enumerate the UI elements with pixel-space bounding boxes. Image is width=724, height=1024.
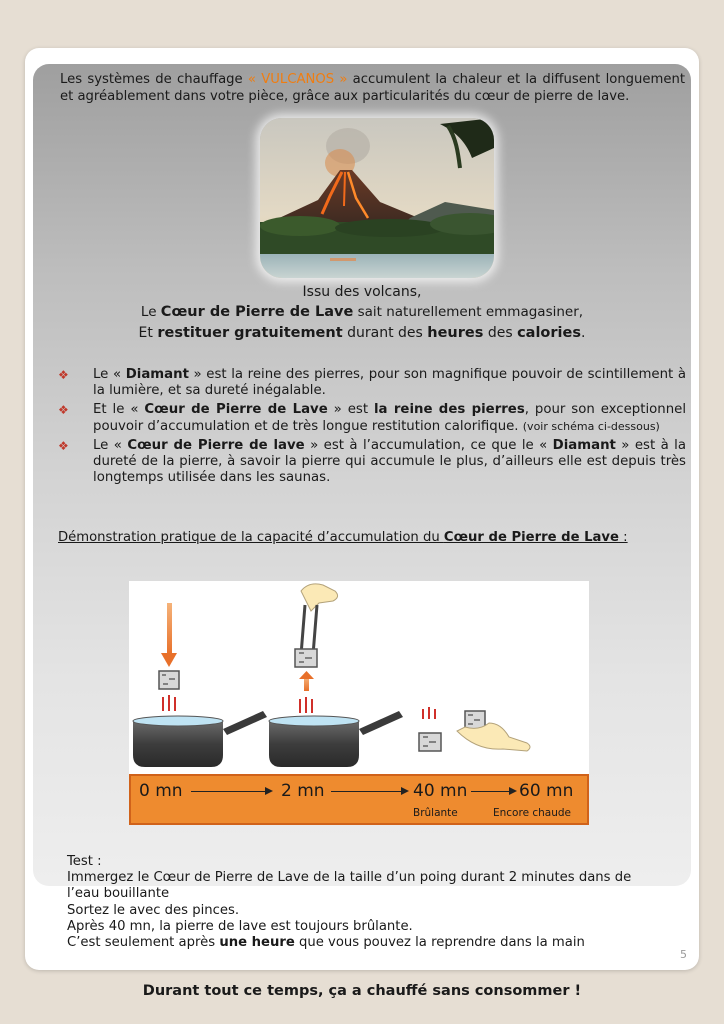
timeline-sublabel-2: Brûlante [413,807,458,819]
tagline-text: Et [138,325,158,341]
tagline-line-1: Issu des volcans, [302,284,422,300]
test-text: que vous pouvez la reprendre dans la main [294,935,585,951]
intro-text: Les systèmes de chauffage [60,72,248,87]
demo-text: Démonstration pratique de la capacité d’accumulation du [58,530,444,545]
bullet-bold: Cœur de Pierre de lave [127,437,305,453]
test-text: C’est seulement après [67,935,220,951]
hand-icon [301,584,338,611]
footer-tagline: Durant tout ce temps, ça a chauffé sans consommer ! [142,983,582,999]
timeline-arrow-icon [331,791,407,792]
diagram-illustration [129,581,589,774]
accumulation-diagram [129,581,589,825]
tagline-line-3 [33,325,691,341]
timeline-arrow-icon [191,791,271,792]
bullet-text: , pour son exceptionnel pouvoir d’accumulation et de très longue restitution calorifique. [93,402,687,434]
tagline-text: Le [140,304,161,320]
pot-icon [269,721,359,767]
tagline-bold: Cœur de Pierre de Lave [160,304,354,320]
tagline-text: durant des [342,325,428,341]
tagline-line-2 [33,304,691,320]
tagline-bold: restituer gratuitement [157,325,343,341]
intro-text-end: accumulent la chaleur et la diffusent longuement et agréablement dans votre pièce, grâce aux particularités du cœur de pierre de lave. [60,72,686,104]
test-bold: une heure [219,935,295,951]
lava-stone-icon [159,671,179,689]
test-title: Test : [67,854,102,869]
down-arrow-icon [167,603,172,655]
up-arrow-icon [304,677,309,691]
test-line-3: Après 40 mn, la pierre de lave est toujours brûlante. [67,918,413,934]
timeline-sublabel-3: Encore chaude [493,807,572,819]
timeline-bar [129,774,589,825]
timeline-label-0: 0 mn [139,781,183,801]
bullet-text: Le « [93,437,128,453]
diamond-bullet-icon: ❖ [58,368,69,382]
tagline-text: sait naturellement emmagasiner, [353,304,584,320]
timeline-label-2: 40 mn [413,781,468,801]
brand-name: « VULCANOS » [247,72,348,87]
bullet-text: » est à l’accumulation, ce que le « [304,437,553,453]
tagline-bold: calories [517,325,581,341]
page [25,48,699,970]
bullet-bold: la reine des pierres [374,402,525,418]
page-number: 5 [680,948,687,961]
bullet-note: (voir schéma ci-dessous) [522,419,660,433]
tagline-text: . [580,325,586,341]
timeline-label-3: 60 mn [519,781,574,801]
intro-paragraph [60,71,685,105]
test-line-4 [67,935,667,951]
diamond-bullet-icon: ❖ [58,438,69,453]
list-item [58,438,686,487]
bullet-bold: Diamant [125,367,189,382]
diamond-bullet-icon: ❖ [58,403,69,418]
bullet-text: » est [327,402,374,418]
list-item [58,367,686,399]
content-panel [33,64,691,886]
demo-bold: Cœur de Pierre de Lave [443,530,619,545]
demo-end: : [618,530,628,545]
list-item [58,402,686,434]
tagline-text: des [483,325,518,341]
timeline-arrow-icon [471,791,515,792]
demo-heading [58,530,628,545]
bullet-bold: Cœur de Pierre de Lave [144,402,328,418]
bullet-list [58,367,686,489]
bullet-text: » est à la dureté de la pierre, à savoir la pierre qui accumule le plus, d’ailleurs elle est depuis très longtemps utilisée dans les saunas. [93,437,687,486]
test-line-2: Sortez le avec des pinces. [67,902,240,918]
test-instructions [67,854,667,951]
volcano-photo [260,118,494,278]
test-line-1: Immergez le Cœur de Pierre de Lave de la taille d’un poing durant 2 minutes dans de l’eau bouillante [67,870,632,902]
pot-icon [133,721,223,767]
bullet-text: Et le « [93,402,145,418]
bullet-text: Le « [93,367,126,382]
bullet-text: » est la reine des pierres, pour son magnifique pouvoir de scintillement à la lumière, et sa dureté inégalable. [93,367,687,399]
tagline-bold: heures [427,325,484,341]
timeline-label-1: 2 mn [281,781,325,801]
bullet-bold: Diamant [552,437,616,453]
